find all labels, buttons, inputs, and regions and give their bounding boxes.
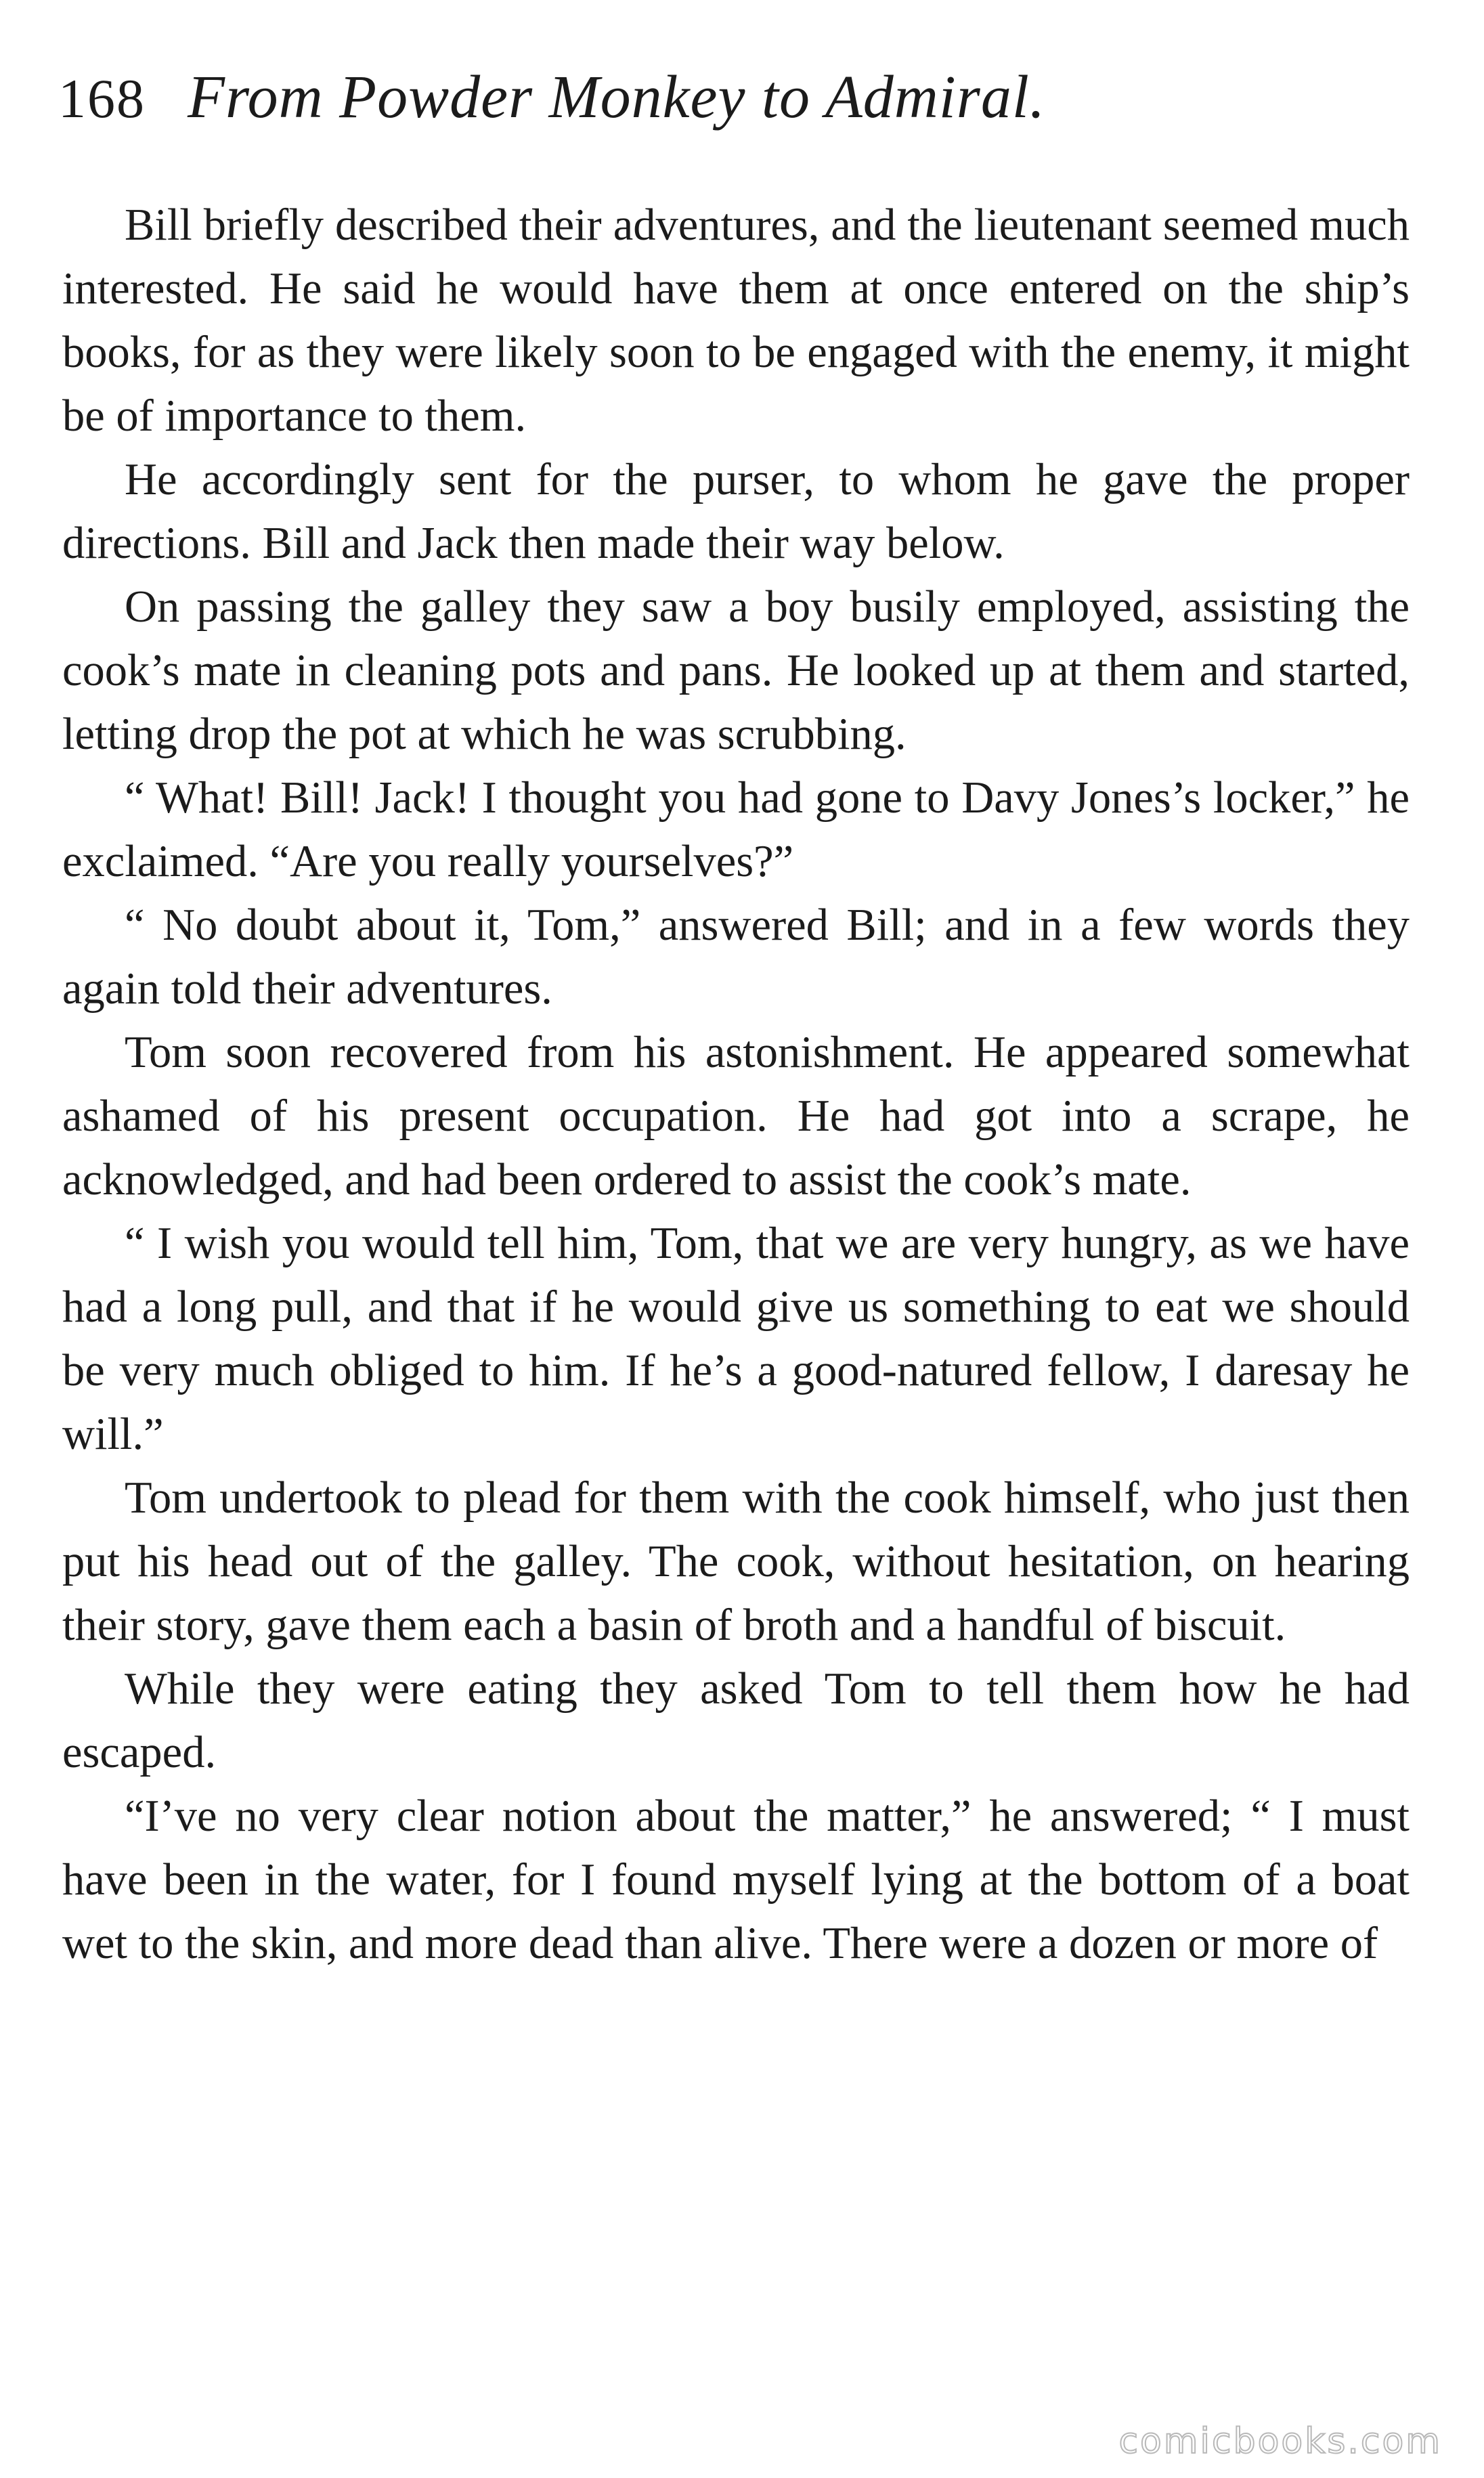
- paragraph: “ I wish you would tell him, Tom, that we are very hungry, as we have had a long pull, and that if he would give us something to eat we should be very much obliged to him. If he’s a good-natured fellow, I daresay he will.”: [62, 1219, 1410, 1459]
- watermark: comicbooks.com: [1118, 2421, 1442, 2462]
- paragraph: “ No doubt about it, Tom,” answered Bill; and in a few words they again told their adventures.: [62, 900, 1410, 1014]
- running-title: From Powder Monkey to Admiral.: [188, 64, 1046, 131]
- running-head: [58, 62, 1426, 137]
- paragraph: On passing the galley they saw a boy busily employed, assisting the cook’s mate in cleaning pots and pans. He looked up at them and started, letting drop the pot at which he was scrubbing.: [62, 582, 1410, 759]
- paragraph: Tom soon recovered from his astonishment. He appeared somewhat ashamed of his present occupation. He had got into a scrape, he acknowledged, and had been ordered to assist the cook’s mate.: [62, 1028, 1410, 1204]
- paragraph: While they were eating they asked Tom to tell them how he had escaped.: [62, 1664, 1410, 1777]
- paragraph: “I’ve no very clear notion about the matter,” he answered; “ I must have been in the water, for I found myself lying at the bottom of a boat wet to the skin, and more dead than alive. There were a dozen or more of: [62, 1791, 1410, 1968]
- body-text: [62, 194, 1410, 1976]
- paragraph: “ What! Bill! Jack! I thought you had gone to Davy Jones’s locker,” he exclaimed. “Are you really yourselves?”: [62, 773, 1410, 886]
- page-number: 168: [58, 68, 146, 129]
- paragraph: Tom undertook to plead for them with the cook himself, who just then put his head out of the galley. The cook, without hesitation, on hearing their story, gave them each a basin of broth and a handful of biscuit.: [62, 1473, 1410, 1650]
- paragraph: He accordingly sent for the purser, to whom he gave the proper directions. Bill and Jack then made their way below.: [62, 455, 1410, 568]
- paragraph: Bill briefly described their adventures, and the lieutenant seemed much interested. He said he would have them at once entered on the ship’s books, for as they were likely soon to be engaged with the enemy, it might be of importance to them.: [62, 200, 1410, 441]
